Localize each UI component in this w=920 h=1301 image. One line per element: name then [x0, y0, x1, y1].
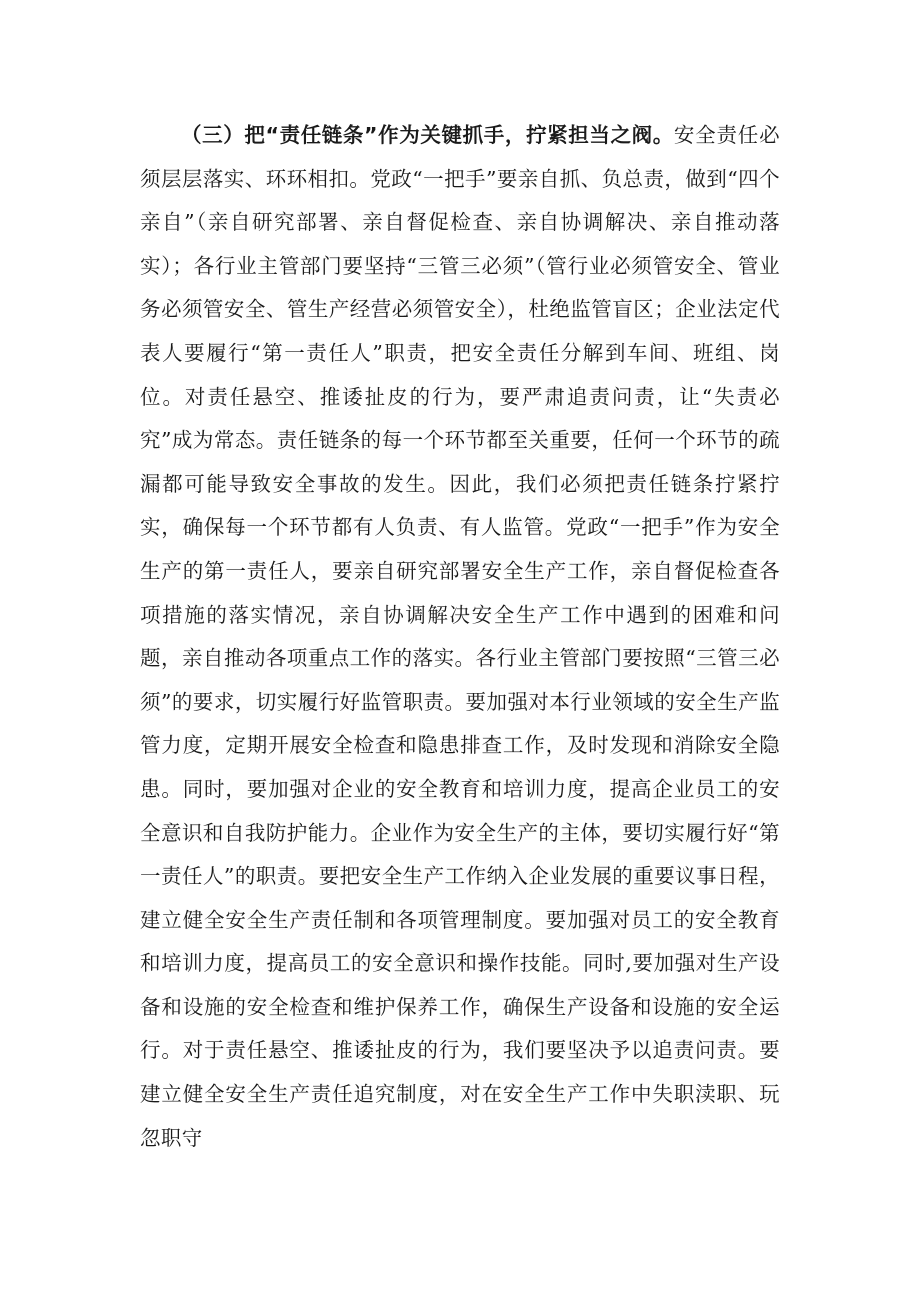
paragraph-text: 安全责任必须层层落实、环环相扣。党政“一把手”要亲自抓、负总责，做到“四个亲自”（亲自研究部署、亲自督促检查、亲自协调解决、亲自推动落实）；各行业主管部门要坚持“三管三必须”（管行业必须管安全、管业务必须管安全、管生产经营必须管安全），杜绝监管盲区；企业法定代表人要履行“第一责任人”职责，把安全责任分解到车间、班组、岗位。对责任悬空、推诿扯皮的行为，要严肃追责问责，让“失责必究”成为常态。责任链条的每一个环节都至关重要，任何一个环节的疏漏都可能导致安全事故的发生。因此，我们必须把责任链条拧紧拧实，确保每一个环节都有人负责、有人监管。党政“一把手”作为安全生产的第一责任人，要亲自研究部署安全生产工作，亲自督促检查各项措施的落实情况，亲自协调解决安全生产工作中遇到的困难和问题，亲自推动各项重点工作的落实。各行业主管部门要按照“三管三必须”的要求，切实履行好监管职责。要加强对本行业领域的安全生产监管力度，定期开展安全检查和隐患排查工作，及时发现和消除安全隐患。同时，要加强对企业的安全教育和培训力度，提高企业员工的安全意识和自我防护能力。企业作为安全生产的主体，要切实履行好“第一责任人”的职责。要把安全生产工作纳入企业发展的重要议事日程，建立健全安全生产责任制和各项管理制度。要加强对员工的安全教育和培训力度，提高员工的安全意识和操作技能。同时,要加强对生产设备和设施的安全检查和维护保养工作，确保生产设备和设施的安全运行。对于责任悬空、推诿扯皮的行为，我们要坚决予以追责问责。要建立健全安全生产责任追究制度，对在安全生产工作中失职渎职、玩忽职守: [140, 123, 781, 1150]
body-paragraph: [140, 114, 780, 1160]
section-heading: （三）把“责任链条”作为关键抓手，拧紧担当之阀。: [181, 123, 674, 147]
